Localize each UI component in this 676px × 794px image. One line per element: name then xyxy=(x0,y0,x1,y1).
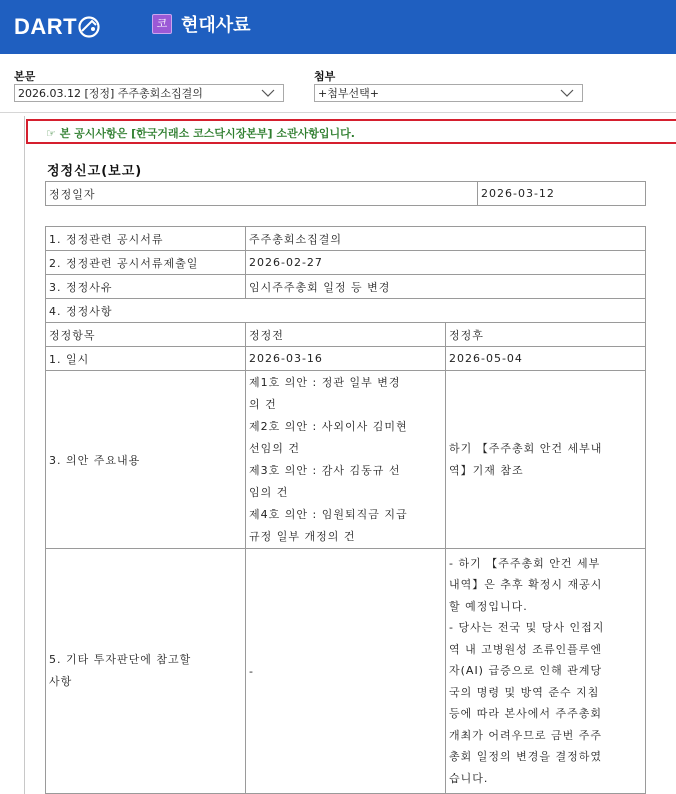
document-selector-bar xyxy=(0,54,676,113)
jurisdiction-notice xyxy=(26,119,676,144)
attachment-label: 첨부 xyxy=(314,70,336,83)
main-doc-select[interactable] xyxy=(14,84,284,102)
column-header: 정정후 xyxy=(446,323,646,347)
table-row xyxy=(46,251,646,275)
row-label: 3. 정정사유 xyxy=(46,275,246,299)
dart-logo[interactable] xyxy=(14,10,100,44)
table-row xyxy=(46,371,646,549)
table-row xyxy=(46,549,646,794)
document-title: 정정신고(보고) xyxy=(47,164,143,179)
notice-text: ☞ 본 공시사항은 [한국거래소 코스닥시장본부] 소관사항입니다. xyxy=(46,127,355,140)
correction-date-label: 정정일자 xyxy=(46,182,478,206)
attachment-select-value: +첨부선택+ xyxy=(318,87,379,100)
table-row xyxy=(46,227,646,251)
row-value: 2026-02-27 xyxy=(246,251,646,275)
table-row xyxy=(46,299,646,323)
row-label: 2. 정정관련 공시서류제출일 xyxy=(46,251,246,275)
item-cell: 1. 일시 xyxy=(46,347,246,371)
row-label: 1. 정정관련 공시서류 xyxy=(46,227,246,251)
chevron-down-icon xyxy=(560,87,574,99)
top-header xyxy=(0,0,676,54)
company-name: 현대사료 xyxy=(181,15,251,36)
before-cell: 2026-03-16 xyxy=(246,347,446,371)
column-header: 정정항목 xyxy=(46,323,246,347)
table-row xyxy=(46,275,646,299)
company-title xyxy=(152,11,251,37)
after-cell: 2026-05-04 xyxy=(446,347,646,371)
item-cell: 5. 기타 투자판단에 참고할 사항 xyxy=(46,549,246,794)
table-header-row xyxy=(46,323,646,347)
column-header: 정정전 xyxy=(246,323,446,347)
correction-date-value: 2026-03-12 xyxy=(478,182,646,206)
main-doc-label: 본문 xyxy=(14,70,36,83)
kosdaq-badge: 코 xyxy=(152,14,172,34)
before-cell: - xyxy=(246,549,446,794)
correction-date-table xyxy=(45,181,646,206)
table-row xyxy=(46,347,646,371)
correction-details-table xyxy=(45,226,646,794)
row-value: 주주총회소집결의 xyxy=(246,227,646,251)
before-cell: 제1호 의안 : 정관 일부 변경 의 건 제2호 의안 : 사외이사 김미현 선임의 건 제3호 의안 : 감사 김동규 선 임의 건 제4호 의안 : 임원퇴직금 지급 규정 일부 개정의 건 xyxy=(246,371,446,549)
attachment-select[interactable] xyxy=(314,84,583,102)
chevron-down-icon xyxy=(261,87,275,99)
after-cell: - 하기 【주주총회 안건 세부 내역】은 추후 확정시 재공시 할 예정입니다. - 당사는 전국 및 당사 인접지 역 내 고병원성 조류인플루엔 자(AI) 급증으로 인해 관계당 국의 명령 및 방역 준수 지침 등에 따라 본사에서 주주총회 개최가 어려우므로 금번 주주 총회 일정의 변경을 결정하였 습니다. xyxy=(446,549,646,794)
globe-icon xyxy=(78,16,100,38)
main-doc-select-value: 2026.03.12 [정정] 주주총회소집결의 xyxy=(18,87,203,100)
row-value: 임시주주총회 일정 등 변경 xyxy=(246,275,646,299)
section-heading: 4. 정정사항 xyxy=(46,299,646,323)
logo-text: DART xyxy=(14,14,78,39)
item-cell: 3. 의안 주요내용 xyxy=(46,371,246,549)
after-cell: 하기 【주주총회 안건 세부내 역】기재 참조 xyxy=(446,371,646,549)
